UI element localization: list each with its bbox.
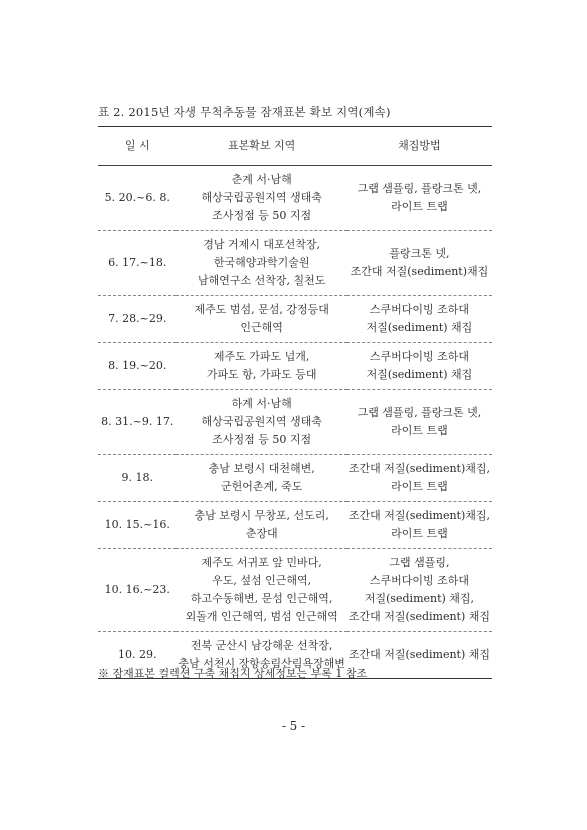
- place-line: 경남 거제시 대포선착장,: [203, 238, 321, 251]
- place-line: 제주도 범섬, 문섬, 강정등대: [194, 303, 329, 316]
- row-place: [176, 166, 346, 231]
- place-line: 외돌개 인근해역, 범섬 인근해역: [185, 610, 338, 623]
- place-line: 제주도 가파도 넙개,: [213, 350, 310, 363]
- place-line: 충남 보령시 대천해변,: [208, 462, 315, 475]
- method-line: 저질(sediment) 채집: [366, 368, 473, 381]
- place-line: 해상국립공원지역 생태축: [201, 415, 322, 428]
- header-place: 표본확보 지역: [176, 127, 346, 166]
- method-line: 조간대 저질(sediment) 채집: [348, 648, 490, 661]
- method-line: 스쿠버다이빙 조하대: [369, 350, 469, 363]
- table-row: [98, 231, 492, 296]
- row-date: 9. 18.: [98, 455, 176, 502]
- table-row: [98, 296, 492, 343]
- header-date: 일 시: [98, 127, 176, 166]
- page-number: - 5 -: [281, 719, 306, 733]
- row-method: [347, 632, 492, 679]
- row-date: 8. 31.~9. 17.: [98, 390, 176, 455]
- row-date: 10. 15.~16.: [98, 502, 176, 549]
- row-date: 7. 28.~29.: [98, 296, 176, 343]
- method-line: 라이트 트랩: [391, 480, 448, 493]
- method-line: 그랩 샘플링,: [389, 556, 450, 569]
- place-line: 충남 보령시 무창포, 선도리,: [194, 509, 329, 522]
- row-place: [176, 390, 346, 455]
- row-place: [176, 549, 346, 632]
- method-line: 조간대 저질(sediment) 채집: [348, 610, 490, 623]
- row-method: [347, 549, 492, 632]
- row-method: [347, 390, 492, 455]
- method-line: 라이트 트랩: [391, 527, 448, 540]
- place-line: 춘장대: [245, 527, 278, 540]
- place-line: 인근해역: [240, 321, 283, 334]
- table-caption: 표 2. 2015년 자생 무척추동물 잠재표본 확보 지역(계속): [98, 105, 391, 119]
- place-line: 춘계 서·남해: [231, 173, 292, 186]
- place-line: 조사정점 등 50 지점: [212, 433, 312, 446]
- method-line: 조간대 저질(sediment)채집: [350, 265, 489, 278]
- header-method: 채집방법: [347, 127, 492, 166]
- place-line: 하고수동해변, 문섬 인근해역,: [190, 592, 333, 605]
- place-line: 한국해양과학기술원: [213, 256, 310, 269]
- header-row: [98, 127, 492, 166]
- table-row: [98, 502, 492, 549]
- method-line: 그랩 샘플링, 플랑크톤 넷,: [357, 406, 482, 419]
- row-method: [347, 296, 492, 343]
- row-method: [347, 231, 492, 296]
- table-row: [98, 455, 492, 502]
- method-line: 라이트 트랩: [391, 424, 448, 437]
- table-row: [98, 166, 492, 231]
- row-method: [347, 343, 492, 390]
- table-body: [98, 166, 492, 679]
- method-line: 스쿠버다이빙 조하대: [369, 574, 469, 587]
- method-line: 플랑크톤 넷,: [389, 247, 450, 260]
- method-line: 저질(sediment) 채집: [366, 321, 473, 334]
- row-date: 5. 20.~6. 8.: [98, 166, 176, 231]
- place-line: 제주도 서귀포 앞 민바다,: [201, 556, 322, 569]
- row-place: [176, 455, 346, 502]
- place-line: 충남 서천시 장항송림산림욕장해변: [178, 657, 345, 670]
- row-date: 10. 16.~23.: [98, 549, 176, 632]
- row-place: [176, 502, 346, 549]
- footnote: ※ 잠재표본 컬렉션 구축 채집지 상세정보는 부록 1 참조: [98, 667, 368, 680]
- place-line: 조사정점 등 50 지점: [212, 209, 312, 222]
- method-line: 그랩 샘플링, 플랑크톤 넷,: [357, 182, 482, 195]
- place-line: 우도, 섶섬 인근해역,: [212, 574, 312, 587]
- place-line: 가파도 항, 가파도 등대: [206, 368, 317, 381]
- method-line: 조간대 저질(sediment)채집,: [348, 462, 490, 475]
- row-place: [176, 231, 346, 296]
- row-method: [347, 502, 492, 549]
- method-line: 저질(sediment) 채집,: [364, 592, 475, 605]
- row-method: [347, 455, 492, 502]
- row-date: 10. 29.: [98, 632, 176, 679]
- table-row: [98, 549, 492, 632]
- row-place: [176, 343, 346, 390]
- collection-sites-table: [98, 126, 492, 679]
- table-header: [98, 127, 492, 166]
- place-line: 남해연구소 선착장, 칠천도: [197, 274, 326, 287]
- method-line: 스쿠버다이빙 조하대: [369, 303, 469, 316]
- row-date: 6. 17.~18.: [98, 231, 176, 296]
- method-line: 조간대 저질(sediment)채집,: [348, 509, 490, 522]
- row-place: [176, 296, 346, 343]
- table-row: [98, 343, 492, 390]
- table-row: [98, 390, 492, 455]
- place-line: 해상국립공원지역 생태축: [201, 191, 322, 204]
- row-method: [347, 166, 492, 231]
- place-line: 군헌어촌계, 죽도: [220, 480, 303, 493]
- place-line: 하계 서·남해: [231, 397, 292, 410]
- place-line: 전북 군산시 남강해운 선착장,: [190, 639, 333, 652]
- method-line: 라이트 트랩: [391, 200, 448, 213]
- row-date: 8. 19.~20.: [98, 343, 176, 390]
